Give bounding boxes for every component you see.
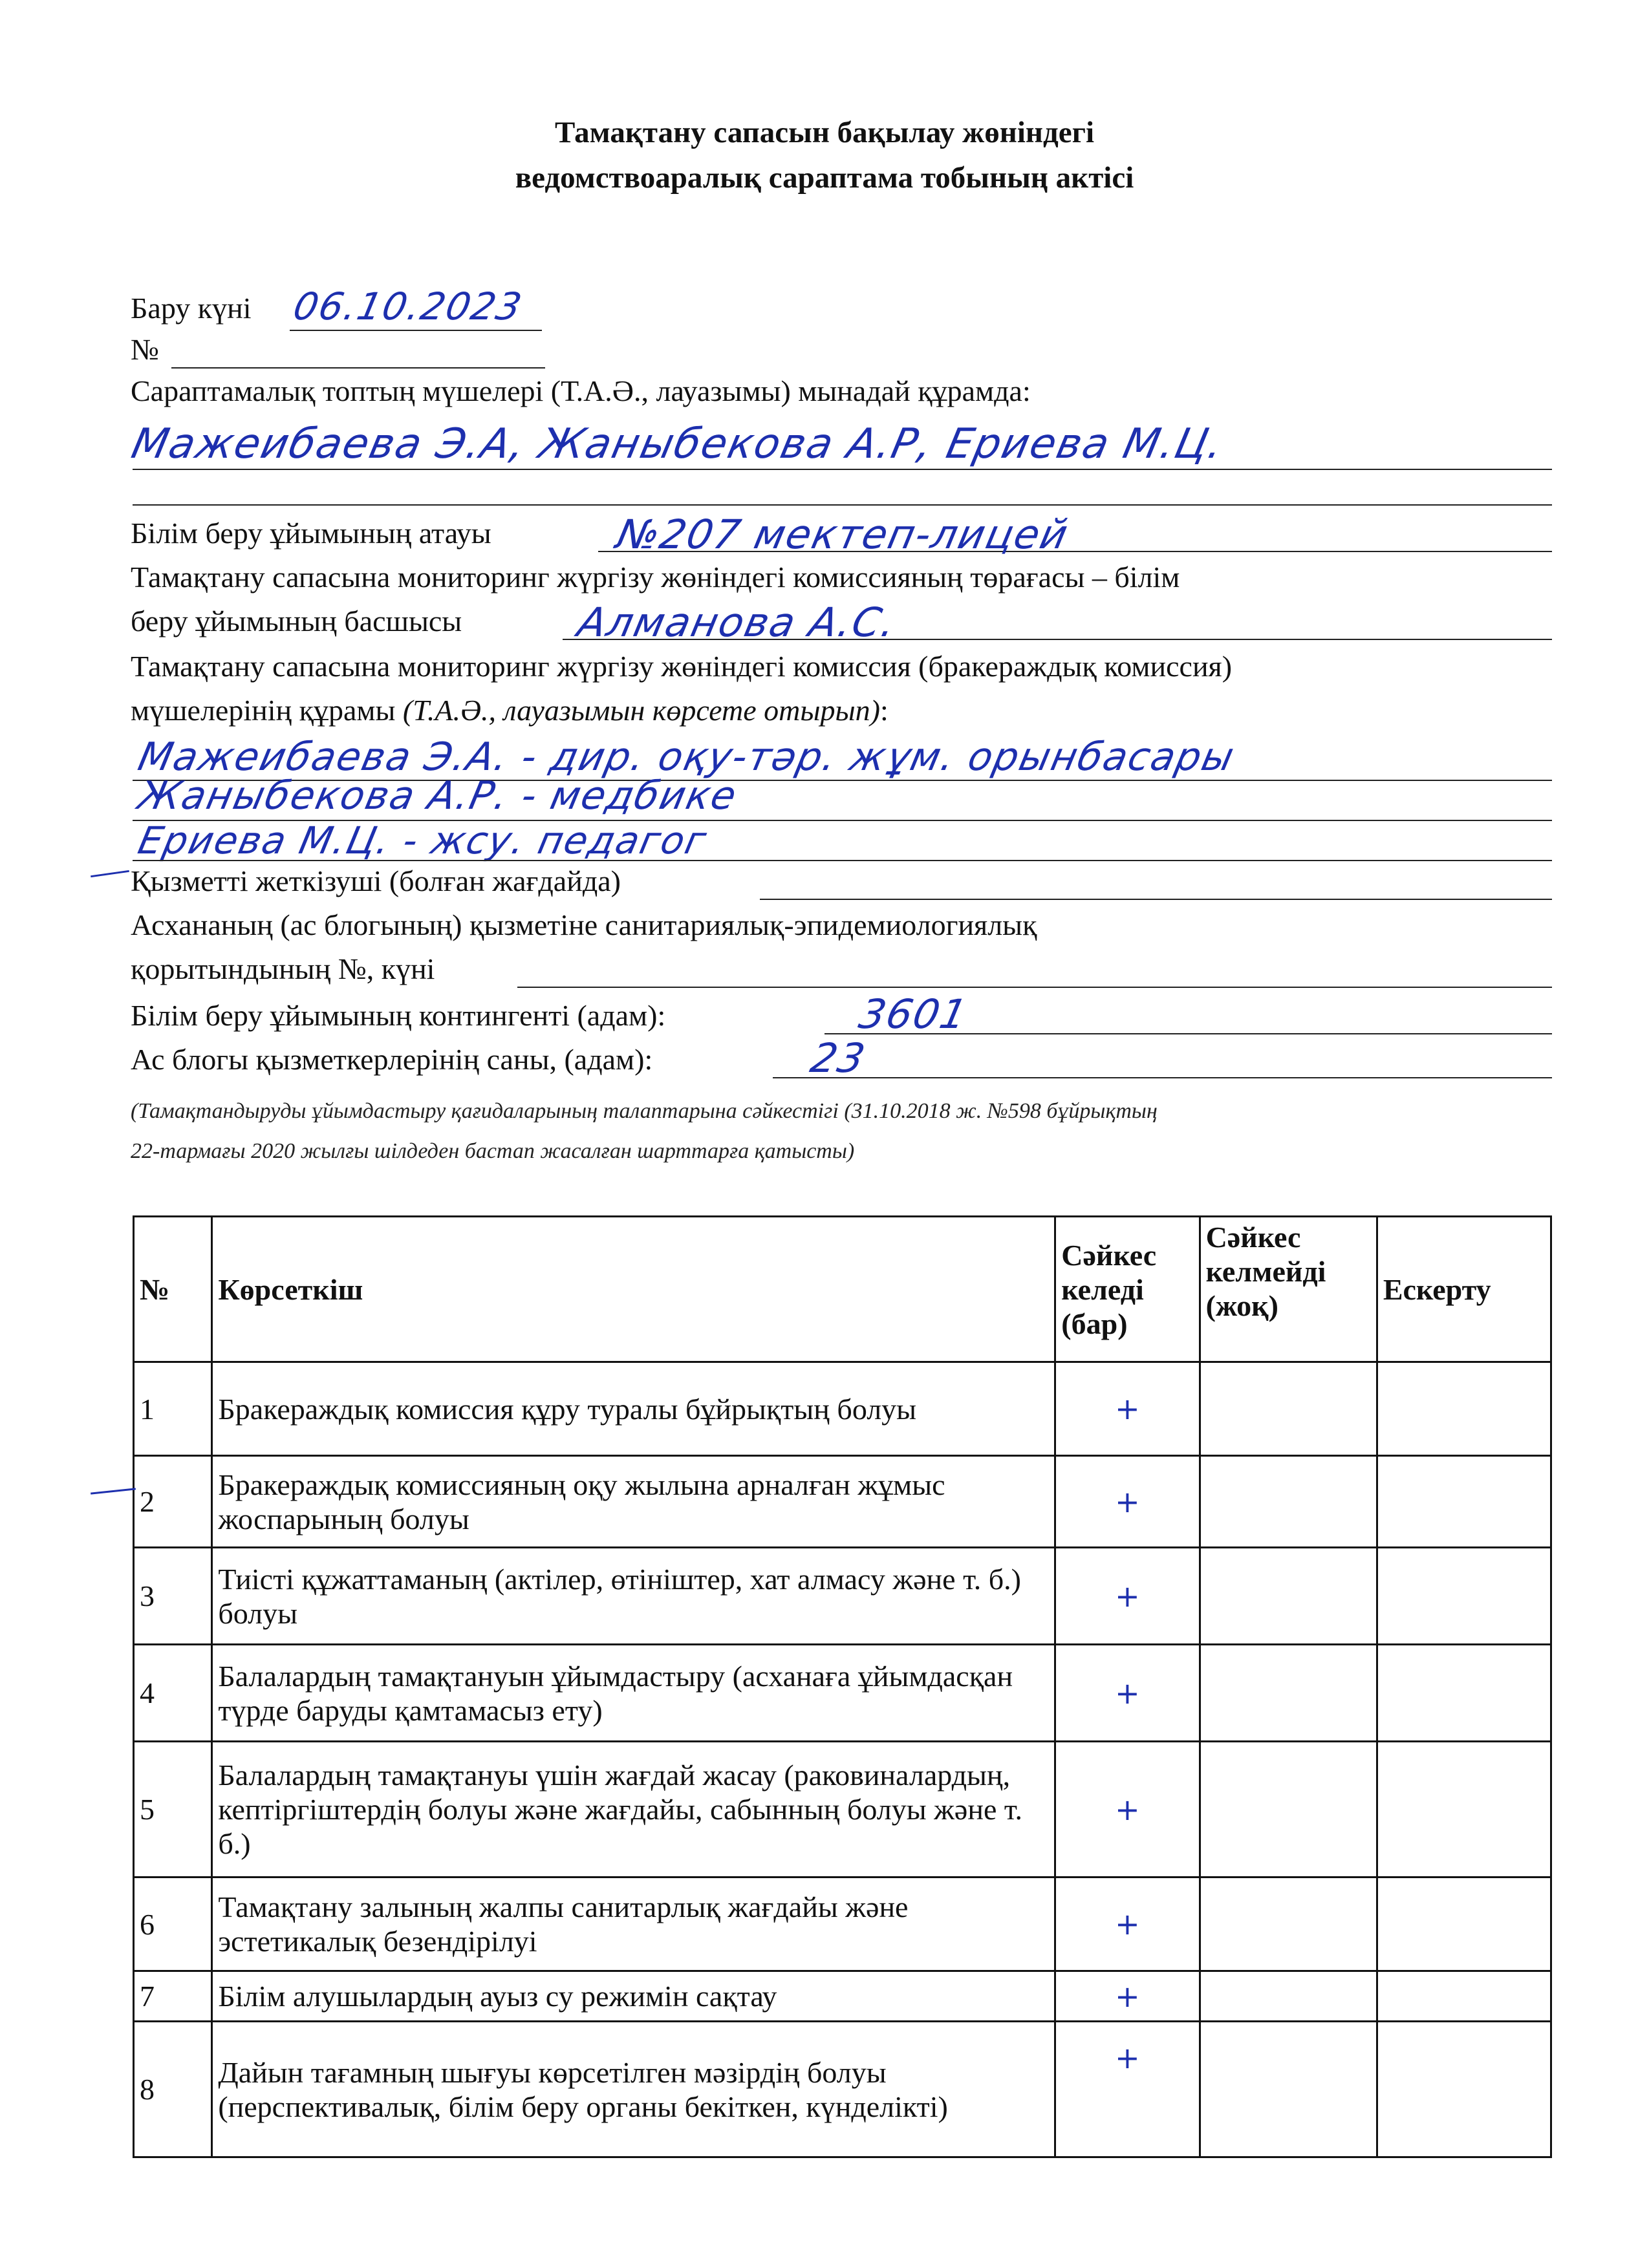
header-indicator: Көрсеткіш [212, 1217, 1055, 1362]
staff-underline [773, 1077, 1552, 1078]
row-compliant-mark: + [1055, 1548, 1200, 1645]
row-no: 7 [134, 1971, 212, 2022]
row-noncompliant-mark [1200, 1645, 1377, 1742]
document-title-line2: ведомствоаралық сараптама тобының актісі [515, 161, 1134, 195]
org-name-value: №207 мектеп-лицей [612, 511, 1073, 558]
row-indicator: Бракераждық комиссияның оқу жылына арналған жұмыс жоспарының болуы [212, 1456, 1055, 1548]
row-noncompliant-mark [1200, 1362, 1377, 1456]
table-row [134, 1878, 1551, 1971]
chair-value: Алманова А.С. [574, 599, 901, 646]
header-noncompliant-l1: Сәйкес [1205, 1221, 1301, 1254]
sanitary-label-line2: қорытындының №, күні [131, 952, 435, 985]
table-row [134, 1456, 1551, 1548]
header-compliant-l3: (бар) [1061, 1307, 1128, 1340]
number-underline [171, 367, 545, 369]
row-noncompliant-mark [1200, 1742, 1377, 1878]
row-indicator: Білім алушылардың ауыз су режимін сақтау [212, 1971, 1055, 2022]
row-no: 6 [134, 1878, 212, 1971]
row-noncompliant-mark [1200, 2022, 1377, 2157]
commission-label-colon: : [879, 694, 889, 727]
table-row [134, 2022, 1551, 2157]
document-title-line1: Тамақтану сапасын бақылау жөніндегі [554, 116, 1095, 149]
commission-underline-3 [133, 860, 1552, 861]
row-remark [1377, 1878, 1551, 1971]
row-noncompliant-mark [1200, 1971, 1377, 2022]
header-noncompliant-l2: келмейді [1205, 1255, 1326, 1288]
row-compliant-mark: + [1055, 1742, 1200, 1878]
number-label: № [131, 333, 159, 366]
row-compliant-mark: + [1055, 2022, 1200, 2157]
table-row [134, 1742, 1551, 1878]
chair-label-line2: беру ұйымының басшысы [131, 604, 462, 637]
row-noncompliant-mark [1200, 1456, 1377, 1548]
header-no: № [134, 1217, 212, 1362]
row-indicator: Бракераждық комиссия құру туралы бұйрықтың болуы [212, 1362, 1055, 1456]
header-noncompliant [1200, 1217, 1377, 1362]
row-no: 3 [134, 1548, 212, 1645]
members-underline-1 [133, 469, 1552, 470]
commission-member-3: Ериева М.Ц. - жсу. педагог [134, 818, 711, 862]
row-remark [1377, 1548, 1551, 1645]
row-indicator: Дайын тағамның шығуы көрсетілген мәзірдің болуы (перспективалық, білім беру органы бекіткен, күнделікті) [212, 2022, 1055, 2157]
row-noncompliant-mark [1200, 1548, 1377, 1645]
members-value: Мажеибаева Э.А, Жаныбекова А.Р, Ериева М.Ц. [127, 420, 1229, 468]
table-header-row [134, 1217, 1551, 1362]
members-underline-2 [133, 504, 1552, 506]
contingent-value: 3601 [855, 990, 973, 1038]
table-row [134, 1645, 1551, 1742]
row-no: 8 [134, 2022, 212, 2157]
row-indicator: Тиісті құжаттаманың (актілер, өтініштер, хат алмасу және т. б.) болуы [212, 1548, 1055, 1645]
staff-value: 23 [806, 1034, 870, 1082]
row-compliant-mark: + [1055, 1456, 1200, 1548]
chair-label-line1: Тамақтану сапасына мониторинг жүргізу жөніндегі комиссияның төрағасы – білім [131, 561, 1180, 594]
commission-member-2: Жаныбекова А.Р. - медбике [134, 773, 742, 818]
members-label: Сараптамалық топтың мүшелері (Т.А.Ә., лауазымы) мынадай құрамда: [131, 374, 1031, 407]
org-name-label: Білім беру ұйымының атауы [131, 517, 491, 550]
row-indicator: Балалардың тамақтануын ұйымдастыру (асханаға ұйымдасқан түрде баруды қамтамасыз ету) [212, 1645, 1055, 1742]
row-no: 2 [134, 1456, 212, 1548]
row-remark [1377, 1362, 1551, 1456]
margin-pen-mark-1 [91, 870, 129, 877]
commission-label-text: мүшелерінің құрамы [131, 694, 396, 727]
header-noncompliant-l3: (жоқ) [1205, 1289, 1278, 1322]
margin-pen-mark-2 [91, 1488, 136, 1494]
contingent-label: Білім беру ұйымының контингенті (адам): [131, 999, 666, 1032]
row-remark [1377, 1456, 1551, 1548]
header-compliant-l1: Сәйкес [1061, 1238, 1157, 1272]
row-no: 5 [134, 1742, 212, 1878]
row-compliant-mark: + [1055, 1971, 1200, 2022]
row-indicator: Балалардың тамақтануы үшін жағдай жасау (раковиналардың, кептіргіштердің болуы және жағдайы, сабынның болуы және т. б.) [212, 1742, 1055, 1878]
visit-date-label: Бару күні [131, 292, 252, 325]
regulation-note-line1: (Тамақтандыруды ұйымдастыру қағидаларының талаптарына сәйкестігі (31.10.2018 ж. №598 бұйрықтың [131, 1099, 1158, 1123]
header-remark: Ескерту [1377, 1217, 1551, 1362]
visit-date-value: 06.10.2023 [289, 284, 527, 328]
row-compliant-mark: + [1055, 1362, 1200, 1456]
sanitary-label-line1: Асхананың (ас блогының) қызметіне санитариялық-эпидемиологиялық [131, 908, 1037, 941]
row-noncompliant-mark [1200, 1878, 1377, 1971]
row-remark [1377, 1742, 1551, 1878]
row-remark [1377, 1971, 1551, 2022]
supplier-underline [760, 899, 1552, 900]
row-indicator: Тамақтану залының жалпы санитарлық жағдайы және эстетикалық безендірілуі [212, 1878, 1055, 1971]
supplier-label: Қызметті жеткізуші (болған жағдайда) [131, 864, 621, 897]
header-compliant-l2: келеді [1061, 1272, 1144, 1306]
commission-label-hint: (Т.А.Ә., лауазымын көрсете отырып) [402, 694, 880, 727]
table-row [134, 1362, 1551, 1456]
row-remark [1377, 1645, 1551, 1742]
row-remark [1377, 2022, 1551, 2157]
inspection-table [133, 1215, 1552, 2158]
commission-label-line2 [131, 693, 889, 727]
sanitary-underline [517, 987, 1552, 988]
visit-date-underline [290, 330, 542, 331]
row-compliant-mark: + [1055, 1878, 1200, 1971]
regulation-note-line2: 22-тармағы 2020 жылғы шілдеден бастап жасалған шарттарға қатысты) [131, 1139, 855, 1163]
row-no: 4 [134, 1645, 212, 1742]
commission-member-1: Мажеибаева Э.А. - дир. оқу-тәр. жұм. орынбасары [134, 734, 1239, 780]
row-no: 1 [134, 1362, 212, 1456]
header-compliant [1055, 1217, 1200, 1362]
table-row [134, 1971, 1551, 2022]
row-compliant-mark: + [1055, 1645, 1200, 1742]
commission-label-line1: Тамақтану сапасына мониторинг жүргізу жөніндегі комиссия (бракераждық комиссия) [131, 650, 1233, 683]
table-row [134, 1548, 1551, 1645]
staff-label: Ас блогы қызметкерлерінің саны, (адам): [131, 1043, 653, 1076]
